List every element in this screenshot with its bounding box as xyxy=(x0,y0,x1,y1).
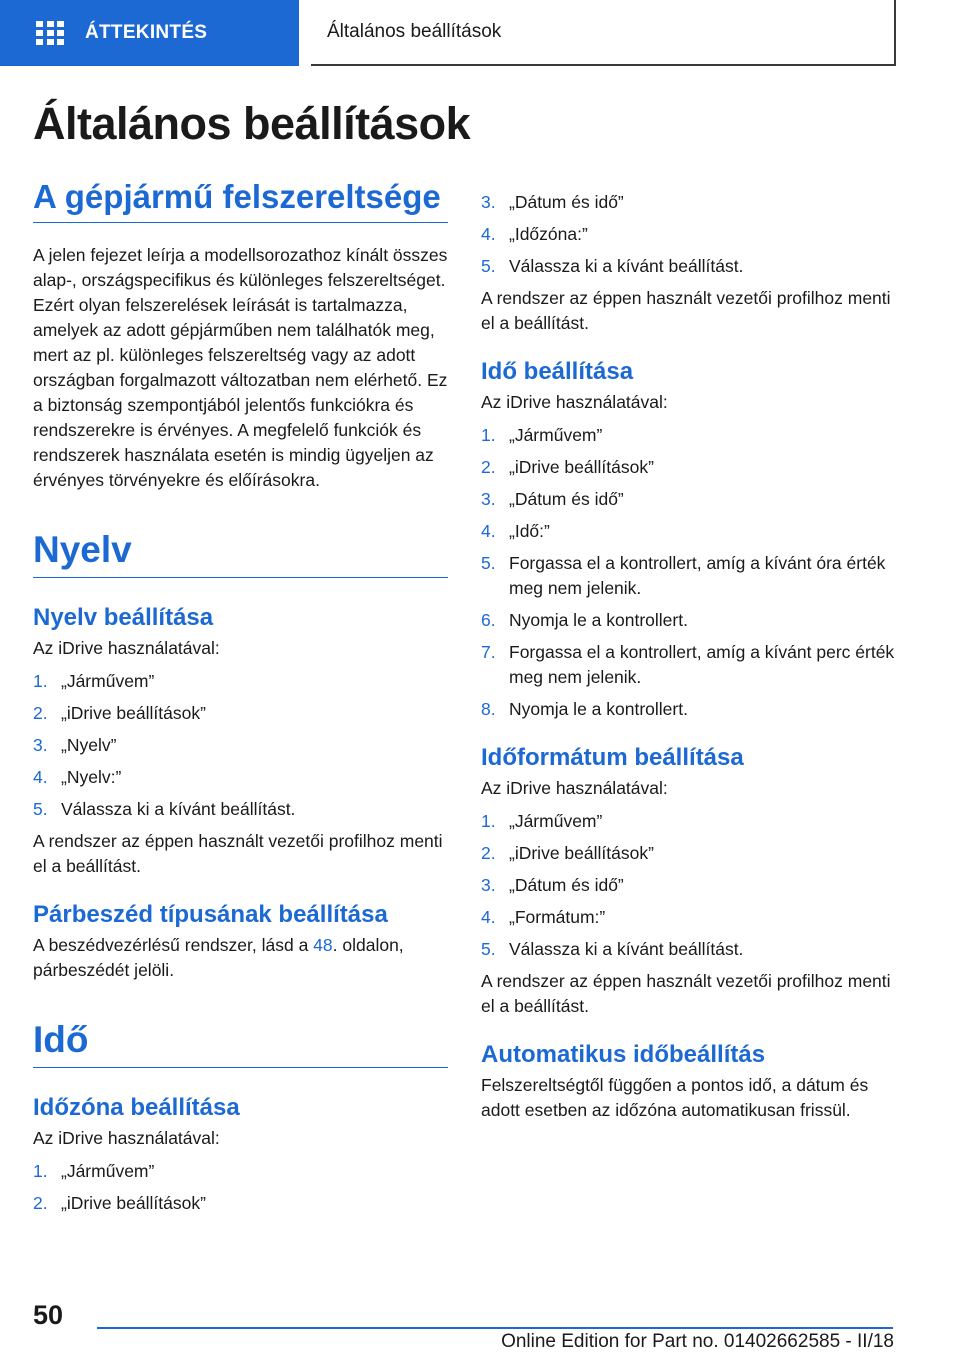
top-navigation-bar xyxy=(0,0,960,66)
list-item: 8. Nyomja le a kontrollert. xyxy=(481,699,688,719)
list-item: 1. „Járművem” xyxy=(33,1161,155,1181)
timezone-steps-continued xyxy=(481,190,896,279)
equipment-paragraph: A jelen fejezet leírja a modellsorozathoz kínált összes alap-, országspecifikus és különleges felszereltséget. Ezért olyan felszerelések leírását is tartalmazza, amelyek az adott gépjárműben nem találhatók meg, mert az pl. különleges felszereltség vagy az adott országban forgalmazott változatban nem elérhető. Ez a biztonság szempontjából jelentős funkciókra és rendszerekre is érvényes. A megfelelő funkciók és rendszerek használata esetén is mindig ügyeljen az érvényes törvényekre és előírásokra. xyxy=(33,245,448,490)
list-item: 5. Válassza ki a kívánt beállítást. xyxy=(33,799,296,819)
language-note: A rendszer az éppen használt vezetői profilhoz menti el a beállítást. xyxy=(33,831,443,876)
time-setting-steps xyxy=(481,423,896,722)
breadcrumb[interactable] xyxy=(311,0,896,66)
section-title-time: Idő xyxy=(33,1019,448,1068)
subsection-title-time-setting: Idő beállítása xyxy=(481,358,634,385)
list-item: 3. „Dátum és idő” xyxy=(481,875,624,895)
list-item: 3. „Dátum és idő” xyxy=(481,192,624,212)
left-column xyxy=(33,178,448,1223)
overview-tab[interactable] xyxy=(0,0,299,66)
list-item: 2. „iDrive beállítások” xyxy=(33,703,206,723)
subsection-title-auto-time: Automatikus időbeállítás xyxy=(481,1041,766,1068)
time-setting-intro: Az iDrive használatával: xyxy=(481,392,668,412)
time-format-intro: Az iDrive használatával: xyxy=(481,778,668,798)
list-item: 4. „Formátum:” xyxy=(481,907,606,927)
breadcrumb-label: Általános beállítások xyxy=(327,21,502,42)
grid-menu-icon xyxy=(36,21,64,45)
list-item: 5. Válassza ki a kívánt beállítást. xyxy=(481,939,744,959)
list-item: 4. „Idő:” xyxy=(481,521,550,541)
list-item: 2. „iDrive beállítások” xyxy=(481,457,654,477)
language-steps xyxy=(33,669,448,822)
list-item: 2. „iDrive beállítások” xyxy=(481,843,654,863)
timezone-note: A rendszer az éppen használt vezetői profilhoz menti el a beállítást. xyxy=(481,288,891,333)
overview-label: ÁTTEKINTÉS xyxy=(85,22,208,43)
list-item: 1. „Járművem” xyxy=(481,811,603,831)
list-item: 7. Forgassa el a kontrollert, amíg a kívánt perc érték meg nem jelenik. xyxy=(481,642,895,687)
list-item: 6. Nyomja le a kontrollert. xyxy=(481,610,688,630)
language-intro: Az iDrive használatával: xyxy=(33,638,220,658)
list-item: 5. Forgassa el a kontrollert, amíg a kívánt óra érték meg nem jelenik. xyxy=(481,553,886,598)
time-format-note: A rendszer az éppen használt vezetői profilhoz menti el a beállítást. xyxy=(481,971,891,1016)
list-item: 5. Válassza ki a kívánt beállítást. xyxy=(481,256,744,276)
subsection-title-time-format: Időformátum beállítása xyxy=(481,744,744,771)
section-title-language: Nyelv xyxy=(33,529,448,578)
page-number: 50 xyxy=(33,1300,64,1330)
subsection-title-dialog-type: Párbeszéd típusának beállítása xyxy=(33,901,388,928)
list-item: 3. „Dátum és idő” xyxy=(481,489,624,509)
list-item: 4. „Időzóna:” xyxy=(481,224,588,244)
footer-divider xyxy=(97,1327,893,1329)
page-title: Általános beállítások xyxy=(33,98,471,149)
right-column xyxy=(481,190,896,1123)
auto-time-paragraph: Felszereltségtől függően a pontos idő, a dátum és adott esetben az időzóna automatikusan frissül. xyxy=(481,1075,869,1120)
dialog-paragraph: A beszédvezérlésű rendszer, lásd a 48. oldalon, párbeszédét jelöli. xyxy=(33,935,404,980)
timezone-intro: Az iDrive használatával: xyxy=(33,1128,220,1148)
list-item: 1. „Járművem” xyxy=(481,425,603,445)
timezone-steps xyxy=(33,1159,448,1216)
list-item: 4. „Nyelv:” xyxy=(33,767,122,787)
footer-edition-text: Online Edition for Part no. 01402662585 - II/18 xyxy=(501,1331,894,1352)
list-item: 2. „iDrive beállítások” xyxy=(33,1193,206,1213)
page-48-link[interactable]: 48 xyxy=(313,935,333,955)
list-item: 1. „Járművem” xyxy=(33,671,155,691)
time-format-steps xyxy=(481,809,896,962)
list-item: 3. „Nyelv” xyxy=(33,735,117,755)
section-title-equipment: A gépjármű felszereltsége xyxy=(33,178,448,223)
subsection-title-timezone: Időzóna beállítása xyxy=(33,1094,240,1121)
subsection-title-language-setting: Nyelv beállítása xyxy=(33,604,214,631)
